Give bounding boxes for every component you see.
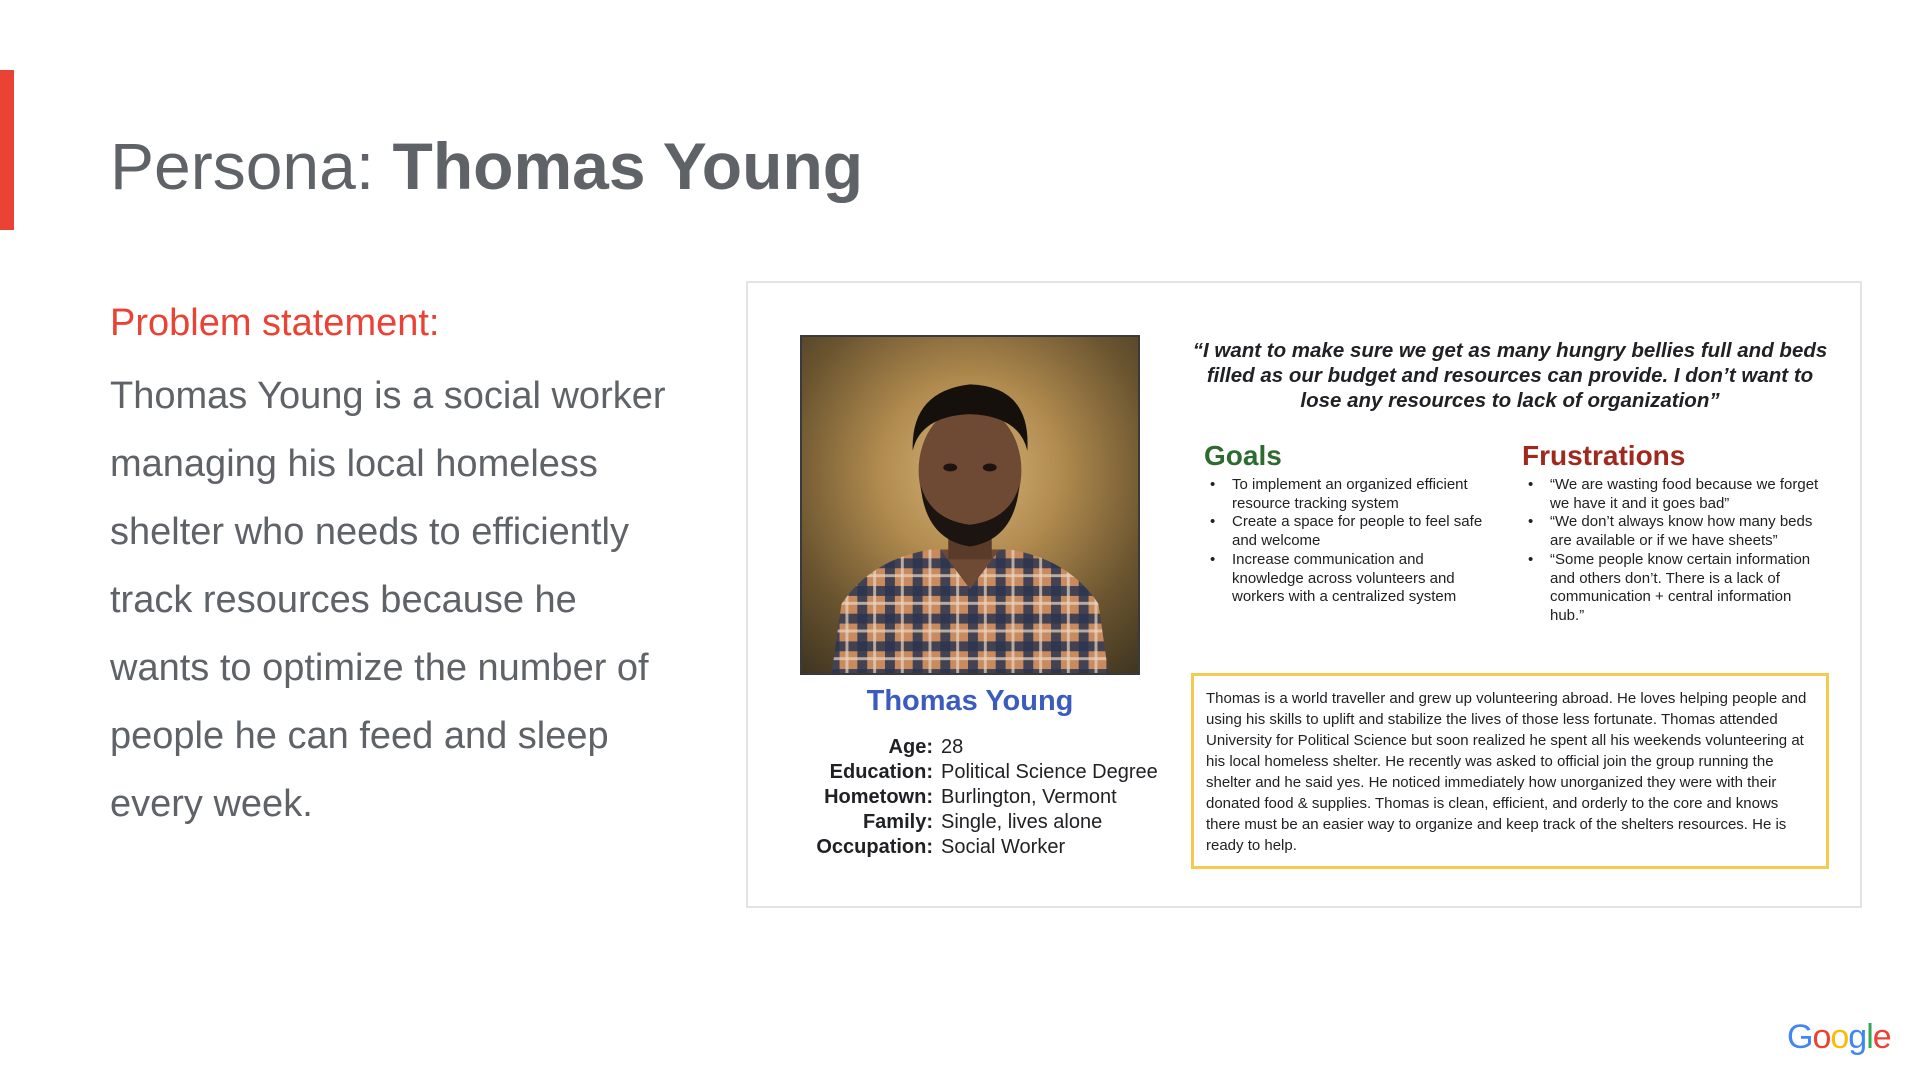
info-row-family	[795, 810, 1175, 835]
frustrations-heading: Frustrations	[1522, 440, 1686, 471]
info-value: Social Worker	[941, 836, 1066, 858]
info-value: Burlington, Vermont	[941, 786, 1117, 808]
frustration-item: • “We are wasting food because we forget we have it and it goes bad”	[1522, 476, 1822, 513]
info-label: Occupation:	[816, 836, 933, 858]
accent-bar	[0, 70, 14, 230]
info-value: Political Science Degree	[941, 761, 1158, 783]
info-label: Age:	[888, 736, 933, 758]
info-row-hometown	[795, 785, 1175, 810]
persona-bio: Thomas is a world traveller and grew up volunteering abroad. He loves helping people and using his skills to uplift and stabilize the lives of those less fortunate. Thomas attended University for Political Science but soon realized he spent all his weekends volunteering at his local homeless shelter. He recently was asked to official join the group running the shelter and he said yes. He noticed immediately how unorganized they were with their donated food & supplies. Thomas is clean, efficient, and orderly to the core and knows there must be an easier way to organize and keep track of the shelters resources. He is ready to help.	[1191, 673, 1829, 869]
logo-letter: o	[1830, 1018, 1849, 1056]
info-value: Single, lives alone	[941, 811, 1103, 833]
title-prefix: Persona:	[110, 129, 393, 203]
goal-item: • Increase communication and knowledge across volunteers and workers with a centralized system	[1204, 551, 1494, 607]
problem-statement-label: Problem statement:	[110, 302, 440, 344]
logo-letter: o	[1812, 1018, 1831, 1056]
problem-statement-text: Thomas Young is a social worker managing his local homeless shelter who needs to efficiently track resources because he wants to optimize the number of people he can feed and sleep every week.	[110, 375, 666, 825]
info-row-age	[795, 735, 1175, 760]
persona-info	[795, 735, 1175, 860]
goal-item: • Create a space for people to feel safe and welcome	[1204, 513, 1494, 550]
frustrations-list	[1522, 476, 1822, 626]
info-label: Family:	[862, 811, 933, 833]
info-label: Education:	[829, 761, 933, 783]
google-logo	[1787, 1018, 1891, 1057]
goal-item: • To implement an organized efficient resource tracking system	[1204, 476, 1494, 513]
logo-letter: g	[1848, 1018, 1867, 1056]
persona-quote: “I want to make sure we get as many hungry bellies full and beds filled as our budget and resources can provide. I don’t want to lose any resources to lack of organization”	[1192, 339, 1828, 412]
info-row-occupation	[795, 835, 1175, 860]
persona-photo	[800, 335, 1140, 675]
goals-list	[1204, 476, 1494, 607]
slide-title	[110, 128, 863, 204]
logo-letter: l	[1866, 1018, 1873, 1056]
info-label: Hometown:	[824, 786, 933, 808]
goals-heading: Goals	[1204, 440, 1282, 471]
frustration-item: • “Some people know certain information and others don’t. There is a lack of communication + central information hub.”	[1522, 551, 1822, 626]
frustration-item: • “We don’t always know how many beds are available or if we have sheets”	[1522, 513, 1822, 550]
logo-letter: e	[1872, 1018, 1891, 1056]
info-value: 28	[941, 736, 964, 758]
info-row-education	[795, 760, 1175, 785]
logo-letter: G	[1787, 1018, 1813, 1056]
title-name: Thomas Young	[392, 129, 864, 203]
persona-name: Thomas Young	[866, 685, 1074, 717]
